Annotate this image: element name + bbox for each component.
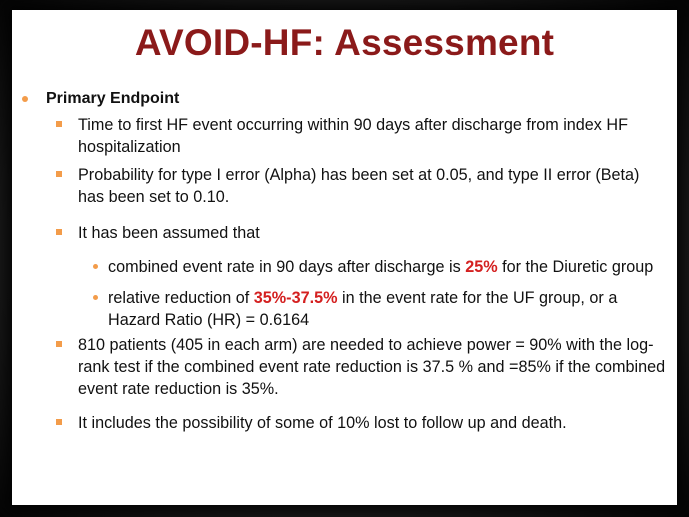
bullet-assumptions — [20, 222, 670, 244]
bullet-time-to-event — [20, 114, 670, 158]
slide — [12, 10, 677, 505]
sub-bullet-text: for the Diuretic group — [497, 258, 654, 276]
round-bullet-icon — [22, 96, 28, 102]
round-bullet-icon — [93, 295, 98, 300]
sub-bullet-text: combined event rate in 90 days after discharge is — [108, 258, 466, 276]
sub-bullet-relative-reduction — [20, 287, 670, 331]
bullet-text: Probability for type I error (Alpha) has been set at 0.05, and type II error (Beta) has been set to 0.10. — [78, 166, 640, 206]
slide-title: AVOID-HF: Assessment — [134, 22, 555, 63]
round-bullet-icon — [93, 264, 98, 269]
sub-bullet-text: in the event rate for the UF group, or a Hazard Ratio (HR) = 0.6164 — [108, 289, 618, 329]
square-bullet-icon — [56, 229, 62, 235]
sub-bullet-text: relative reduction of — [108, 289, 254, 307]
square-bullet-icon — [56, 341, 62, 347]
primary-endpoint-label: Primary Endpoint — [46, 90, 180, 107]
square-bullet-icon — [56, 121, 62, 127]
slide-content — [20, 90, 670, 434]
bullet-text: It has been assumed that — [78, 224, 260, 242]
bullet-text: It includes the possibility of some of 10% lost to follow up and death. — [78, 414, 567, 432]
bullet-sample-size — [20, 334, 670, 400]
highlight-reduction: 35%-37.5% — [253, 289, 338, 307]
square-bullet-icon — [56, 171, 62, 177]
bullet-text: Time to first HF event occurring within 90 days after discharge from index HF hospitalization — [78, 116, 628, 156]
bullet-text: 810 patients (405 in each arm) are needed to achieve power = 90% with the log-rank test if the combined event rate reduction is 37.5 % and =85% if the combined event rate reduction is 35%. — [78, 336, 666, 398]
sub-bullet-event-rate — [20, 256, 670, 278]
bullet-loss-to-follow-up — [20, 412, 670, 434]
bullet-error-probability — [20, 164, 670, 208]
square-bullet-icon — [56, 419, 62, 425]
highlight-event-rate: 25% — [465, 258, 498, 276]
bullet-primary-endpoint — [20, 90, 670, 108]
